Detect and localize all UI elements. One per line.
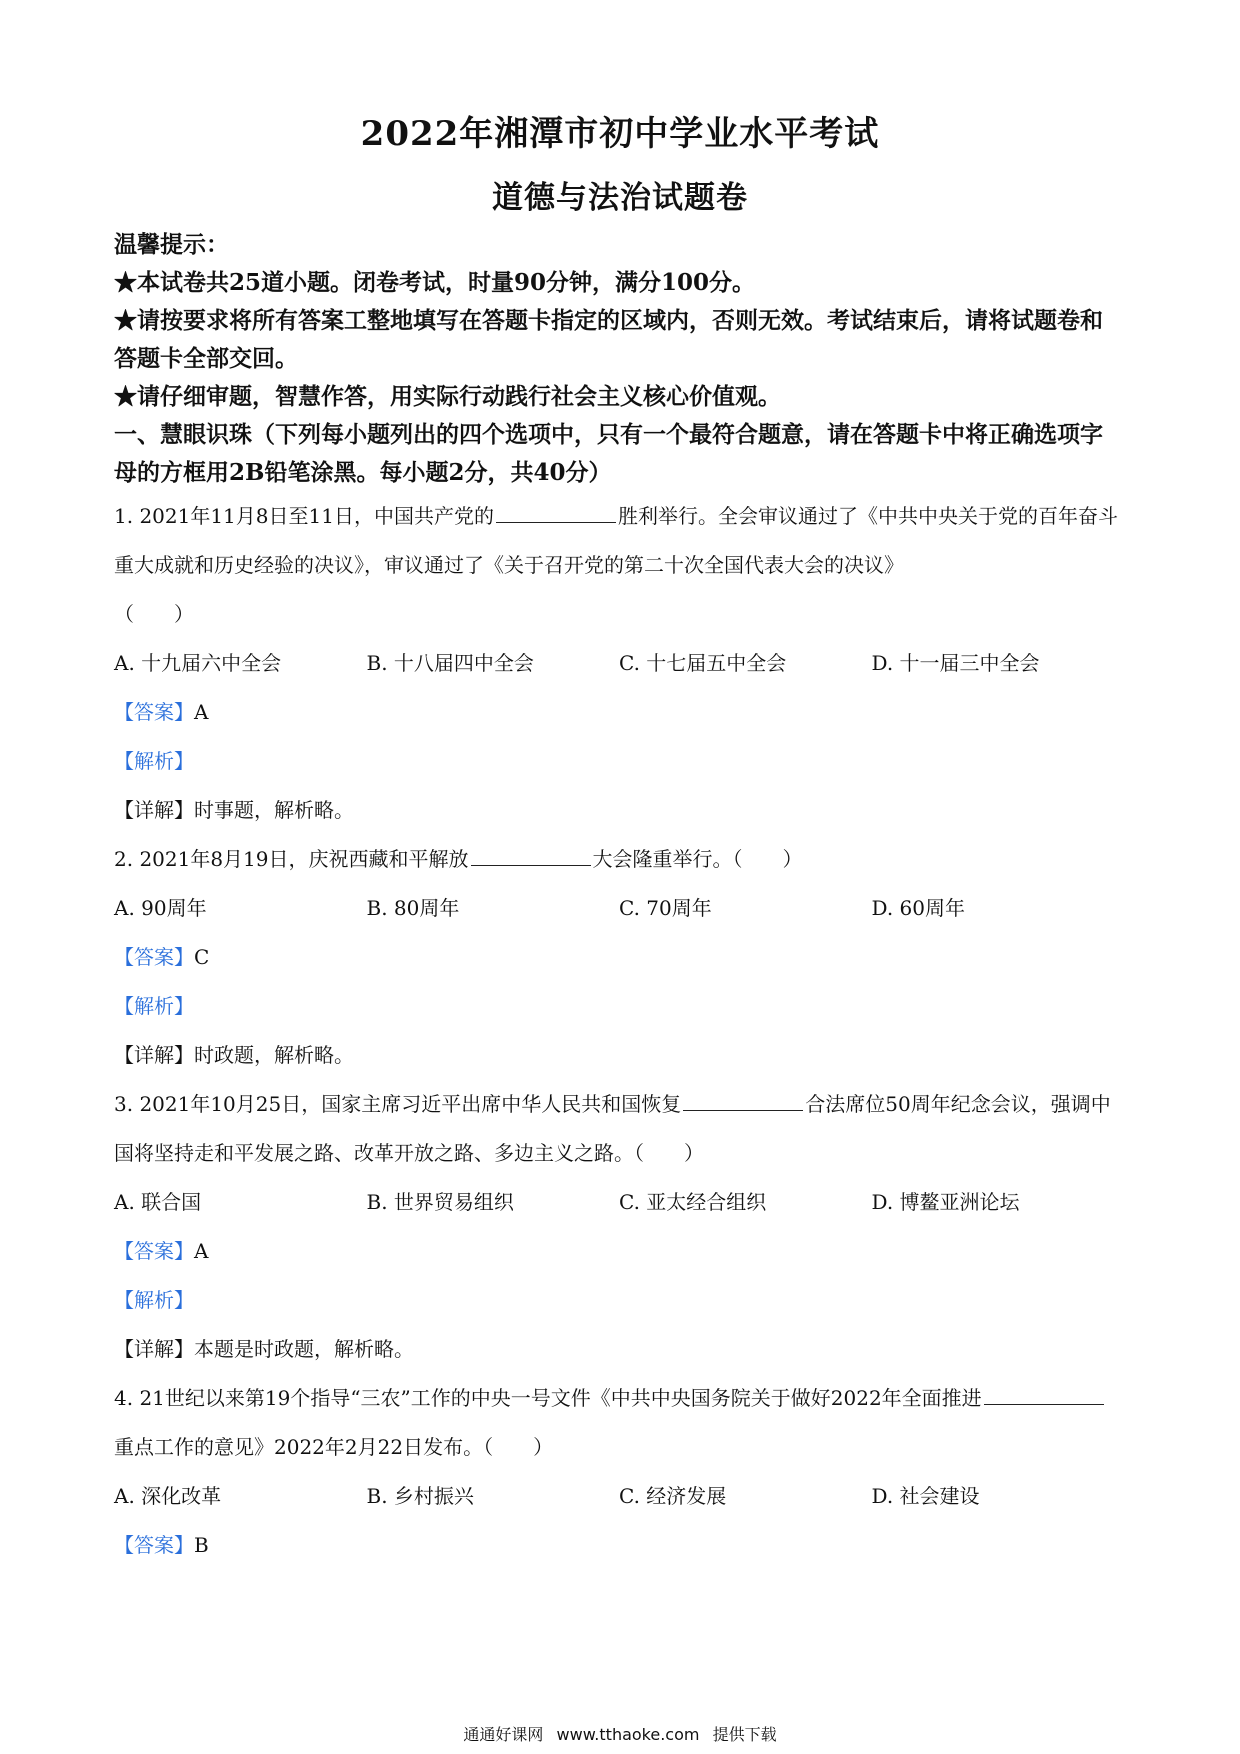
answer-label: 【答案】	[114, 945, 194, 969]
stem-part: 重点工作的意见》2022年2月22日发布。（ ）	[114, 1435, 554, 1459]
stem-part: 胜利举行。全会审议通过了《中共中央关于党的百年奋斗重大成就和历史经验的决议》，审议通过了《关于召开党的第二十次全国代表大会的决议》	[114, 504, 1118, 577]
answer-value: A	[194, 700, 209, 724]
question-3	[114, 1080, 1124, 1374]
fill-blank	[683, 1088, 803, 1111]
stem-part: 大会隆重举行。（ ）	[592, 847, 803, 871]
question-4	[114, 1374, 1124, 1570]
option-a: A. 90周年	[114, 896, 207, 920]
detail-line	[114, 786, 1124, 835]
answer-label: 【答案】	[114, 1239, 194, 1263]
question-stem	[114, 835, 1124, 884]
option-b: B. 十八届四中全会	[366, 651, 534, 675]
answer-line	[114, 1227, 1124, 1276]
option-b: B. 80周年	[366, 896, 460, 920]
question-stem	[114, 1080, 1124, 1178]
page-subtitle: 道德与法治试题卷	[492, 180, 748, 216]
page-title: 2022年湘潭市初中学业水平考试	[360, 114, 880, 154]
analysis-label: 【解析】	[114, 994, 194, 1018]
answer-value: C	[194, 945, 210, 969]
option-a: A. 深化改革	[114, 1484, 222, 1508]
option-c: C. 亚太经合组织	[619, 1190, 767, 1214]
detail-label: 【详解】	[114, 1337, 194, 1361]
fill-blank	[471, 843, 591, 866]
footer-url[interactable]: www.tthaoke.com	[556, 1725, 700, 1744]
options-row	[114, 639, 1124, 688]
fill-blank	[984, 1382, 1104, 1405]
option-d: D. 60周年	[871, 896, 965, 920]
stem-part: 4. 21世纪以来第19个指导“三农”工作的中央一号文件《中共中央国务院关于做好2022年全面推进	[114, 1386, 982, 1410]
analysis-label: 【解析】	[114, 749, 194, 773]
detail-text: 时事题，解析略。	[194, 798, 354, 822]
tip-item: ★请按要求将所有答案工整地填写在答题卡指定的区域内，否则无效。考试结束后，请将试题卷和答题卡全部交回。	[114, 307, 1103, 372]
option-b: B. 乡村振兴	[366, 1484, 474, 1508]
footer-site-name: 通通好课网	[463, 1725, 544, 1744]
answer-label: 【答案】	[114, 1533, 194, 1557]
detail-line	[114, 1325, 1124, 1374]
answer-line	[114, 688, 1124, 737]
answer-line	[114, 933, 1124, 982]
options-row	[114, 1472, 1124, 1521]
answer-value: B	[194, 1533, 209, 1557]
detail-line	[114, 1031, 1124, 1080]
stem-part: 1. 2021年11月8日至11日，中国共产党的	[114, 504, 494, 528]
option-c: C. 70周年	[619, 896, 712, 920]
option-a: A. 十九届六中全会	[114, 651, 282, 675]
option-c: C. 经济发展	[619, 1484, 727, 1508]
stem-part: 合法席位50周年纪念会议，强调中国将坚持走和平发展之路、改革开放之路、多边主义之路。（ ）	[114, 1092, 1111, 1165]
option-d: D. 十一届三中全会	[871, 651, 1040, 675]
question-2	[114, 835, 1124, 1080]
options-row	[114, 1178, 1124, 1227]
answer-label: 【答案】	[114, 700, 194, 724]
detail-label: 【详解】	[114, 798, 194, 822]
question-stem	[114, 492, 1124, 590]
stem-part: 2. 2021年8月19日，庆祝西藏和平解放	[114, 847, 469, 871]
detail-label: 【详解】	[114, 1043, 194, 1067]
tips-heading: 温馨提示：	[114, 231, 229, 258]
question-1	[114, 492, 1124, 835]
analysis-label: 【解析】	[114, 1288, 194, 1312]
detail-text: 时政题，解析略。	[194, 1043, 354, 1067]
footer-note: 提供下载	[712, 1725, 777, 1744]
exam-content	[114, 226, 1124, 1570]
answer-value: A	[194, 1239, 209, 1263]
option-a: A. 联合国	[114, 1190, 202, 1214]
options-row	[114, 884, 1124, 933]
question-stem	[114, 1374, 1124, 1472]
answer-line	[114, 1521, 1124, 1570]
detail-text: 本题是时政题，解析略。	[194, 1337, 414, 1361]
answer-bracket: （ ）	[114, 602, 194, 626]
tip-item: ★本试卷共25道小题。闭卷考试，时量90分钟，满分100分。	[114, 269, 756, 296]
option-b: B. 世界贸易组织	[366, 1190, 514, 1214]
option-c: C. 十七届五中全会	[619, 651, 787, 675]
fill-blank	[496, 500, 616, 523]
section-heading: 一、慧眼识珠（下列每小题列出的四个选项中，只有一个最符合题意，请在答题卡中将正确选项字母的方框用2B铅笔涂黑。每小题2分，共40分）	[114, 421, 1103, 486]
page-footer	[0, 1722, 1240, 1745]
option-d: D. 博鳌亚洲论坛	[871, 1190, 1020, 1214]
option-d: D. 社会建设	[871, 1484, 980, 1508]
tip-item: ★请仔细审题，智慧作答，用实际行动践行社会主义核心价值观。	[114, 383, 781, 410]
stem-part: 3. 2021年10月25日，国家主席习近平出席中华人民共和国恢复	[114, 1092, 682, 1116]
